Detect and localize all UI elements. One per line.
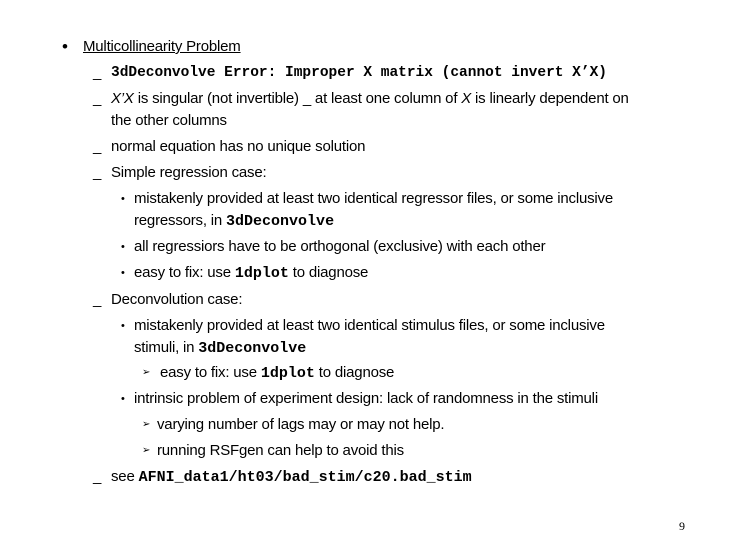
normal-equation-line: normal equation has no unique solution	[111, 138, 366, 155]
simple-sub-1-cont: regressors, in 3dDeconvolve	[134, 212, 335, 230]
page-number: 9	[679, 519, 685, 533]
dash-marker: _	[93, 164, 102, 181]
singular-line-cont: the other columns	[111, 112, 227, 129]
code-3ddeconvolve: 3dDeconvolve	[226, 213, 335, 230]
deconv-sub-2: intrinsic problem of experiment design: lack of randomness in the stimuli	[134, 390, 598, 407]
arrow-bullet-icon: ➢	[142, 367, 151, 378]
small-bullet: •	[121, 241, 125, 253]
slide-title: Multicollinearity Problem	[83, 38, 241, 55]
level1-bullet: •	[62, 37, 68, 56]
code-1dplot: 1dplot	[234, 265, 289, 282]
small-bullet: •	[121, 393, 125, 405]
simple-sub-2: all regressiors have to be orthogonal (exclusive) with each other	[134, 238, 546, 255]
singular-line: X’X is singular (not invertible) _ at least one column of X is linearly dependent on	[111, 90, 629, 107]
small-bullet: •	[121, 320, 125, 332]
simple-sub-1: mistakenly provided at least two identical regressor files, or some inclusive	[134, 190, 613, 207]
x-symbol: X	[461, 90, 472, 107]
deconv-sub-2-arrow-2: running RSFgen can help to avoid this	[157, 442, 404, 459]
deconv-sub-2-arrow-1: varying number of lags may or may not help.	[157, 416, 445, 433]
dash-marker: _	[93, 468, 102, 485]
dash-marker: _	[93, 291, 102, 308]
code-path: AFNI_data1/ht03/bad_stim/c20.bad_stim	[138, 469, 472, 486]
simple-case-heading: Simple regression case:	[111, 164, 267, 181]
small-bullet: •	[121, 267, 125, 279]
see-line: see AFNI_data1/ht03/bad_stim/c20.bad_stim	[111, 468, 472, 486]
dash-marker: _	[93, 90, 102, 107]
arrow-bullet-icon: ➢	[142, 419, 151, 430]
code-1dplot: 1dplot	[260, 365, 315, 382]
simple-sub-3: easy to fix: use 1dplot to diagnose	[134, 264, 369, 282]
small-bullet: •	[121, 193, 125, 205]
error-line: 3dDeconvolve Error: Improper X matrix (cannot invert X’X)	[111, 65, 607, 81]
deconv-case-heading: Deconvolution case:	[111, 291, 243, 308]
arrow-bullet-icon: ➢	[142, 445, 151, 456]
deconv-sub-1-arrow: easy to fix: use 1dplot to diagnose	[160, 364, 395, 382]
dash-marker: _	[93, 64, 102, 81]
xtx-symbol: X’X	[111, 90, 134, 107]
deconv-sub-1-cont: stimuli, in 3dDeconvolve	[134, 339, 307, 357]
code-3ddeconvolve: 3dDeconvolve	[198, 340, 307, 357]
deconv-sub-1: mistakenly provided at least two identical stimulus files, or some inclusive	[134, 317, 605, 334]
dash-marker: _	[93, 138, 102, 155]
